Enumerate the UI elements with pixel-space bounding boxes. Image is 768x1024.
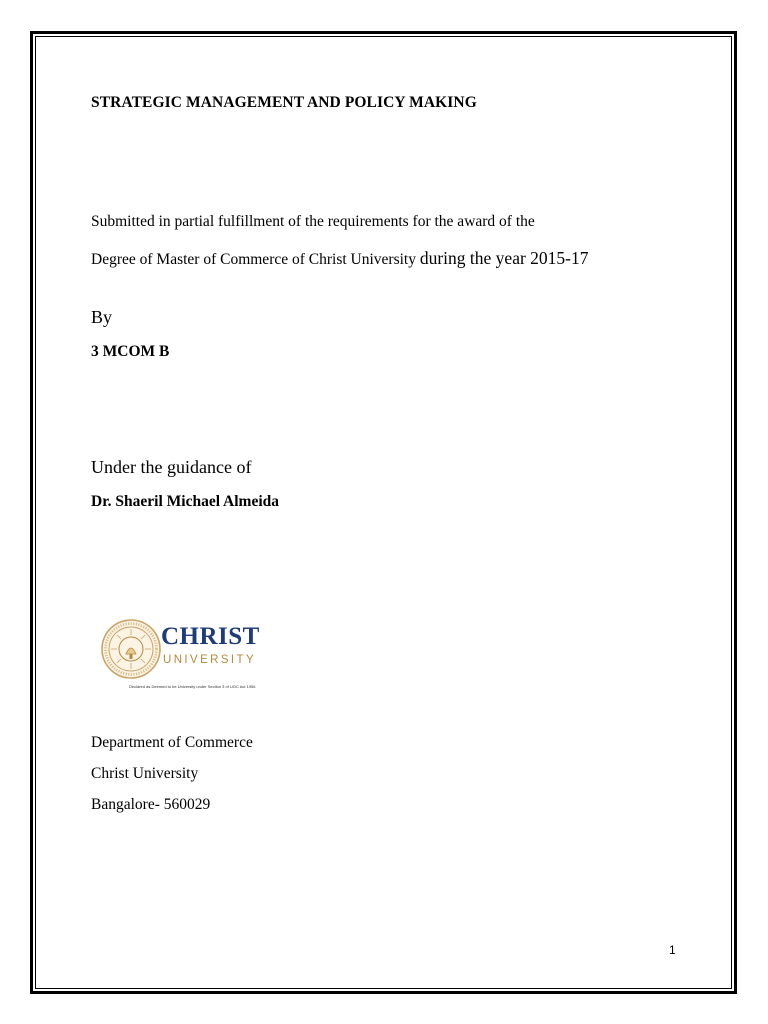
document-title: STRATEGIC MANAGEMENT AND POLICY MAKING bbox=[91, 94, 477, 111]
university-seal-icon bbox=[100, 618, 162, 680]
logo-subtitle: UNIVERSITY bbox=[163, 654, 257, 666]
logo-wordmark: CHRIST bbox=[161, 623, 260, 650]
address-department: Department of Commerce bbox=[91, 734, 253, 751]
address-university: Christ University bbox=[91, 765, 199, 782]
guidance-label: Under the guidance of bbox=[91, 457, 252, 477]
guide-name: Dr. Shaeril Michael Almeida bbox=[91, 493, 279, 510]
submission-line-2-year: during the year 2015-17 bbox=[419, 248, 589, 268]
class-name: 3 MCOM B bbox=[91, 343, 170, 360]
submission-line-2 bbox=[91, 248, 589, 269]
address-city: Bangalore- 560029 bbox=[91, 796, 211, 813]
page-border-inner bbox=[35, 36, 732, 989]
logo-tagline: Declared as Deemed to be University under Section 3 of UGC Act 1956 bbox=[129, 684, 256, 689]
submission-line-2-degree: Degree of Master of Commerce of Christ University bbox=[91, 251, 420, 268]
christ-university-logo bbox=[100, 618, 300, 694]
by-label: By bbox=[91, 307, 113, 327]
page-number: 1 bbox=[669, 943, 676, 957]
submission-line-1: Submitted in partial fulfillment of the requirements for the award of the bbox=[91, 213, 535, 230]
